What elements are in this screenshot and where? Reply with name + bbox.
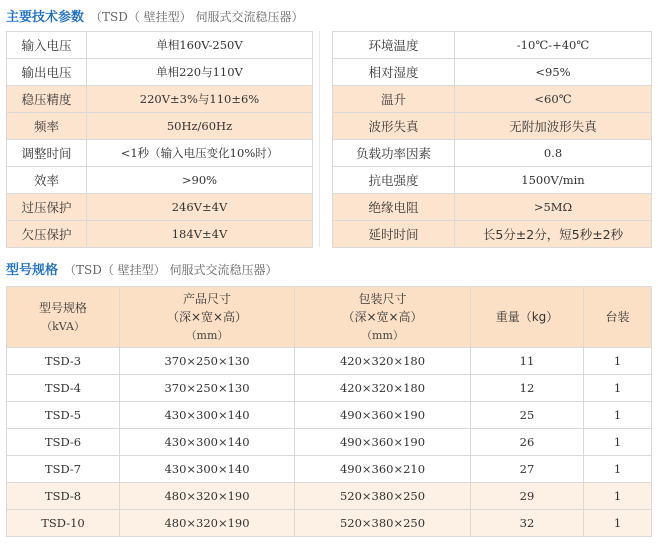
spec-cell: 11 <box>471 348 584 375</box>
spec-row <box>7 375 652 402</box>
param-value: 0.8 <box>455 140 652 167</box>
section-title-subtitle: （TSD（ 壁挂型） 伺服式交流稳压器） <box>64 263 278 277</box>
params-table-left <box>6 31 313 248</box>
param-value: 单相160V-250V <box>87 32 313 59</box>
spec-header-product-size: 产品尺寸 （深×宽×高） （mm） <box>120 287 295 348</box>
spec-cell: 26 <box>471 429 584 456</box>
param-row <box>7 221 313 248</box>
spec-cell: TSD-7 <box>7 456 120 483</box>
param-row <box>7 59 313 86</box>
section-title-model-specs <box>6 259 278 278</box>
param-row <box>333 221 652 248</box>
spec-cell: 1 <box>584 402 652 429</box>
param-value: 184V±4V <box>87 221 313 248</box>
spec-cell: 420×320×180 <box>295 375 471 402</box>
param-key: 调整时间 <box>7 140 87 167</box>
spec-row <box>7 402 652 429</box>
param-value: 50Hz/60Hz <box>87 113 313 140</box>
spec-header-package-size: 包装尺寸 （深×宽×高） （mm） <box>295 287 471 348</box>
param-key: 环境温度 <box>333 32 455 59</box>
spec-cell: 430×300×140 <box>120 456 295 483</box>
param-row <box>333 32 652 59</box>
spec-row <box>7 429 652 456</box>
param-row <box>7 113 313 140</box>
spec-cell: 25 <box>471 402 584 429</box>
spec-cell: 490×360×190 <box>295 429 471 456</box>
param-value: 220V±3%与110±6% <box>87 86 313 113</box>
spec-header-weight: 重量（kg） <box>471 287 584 348</box>
param-row <box>333 140 652 167</box>
param-value: <1秒（输入电压变化10%时） <box>87 140 313 167</box>
spec-cell: 12 <box>471 375 584 402</box>
param-value: 1500V/min <box>455 167 652 194</box>
param-key: 负载功率因素 <box>333 140 455 167</box>
param-value: 单相220与110V <box>87 59 313 86</box>
spec-cell: 420×320×180 <box>295 348 471 375</box>
spec-cell: TSD-6 <box>7 429 120 456</box>
param-key: 输出电压 <box>7 59 87 86</box>
spec-cell: 430×300×140 <box>120 429 295 456</box>
param-key: 过压保护 <box>7 194 87 221</box>
param-row <box>333 167 652 194</box>
spec-cell: 370×250×130 <box>120 348 295 375</box>
section-title-main: 型号规格 <box>6 263 59 278</box>
spec-table <box>6 286 652 537</box>
param-row <box>7 140 313 167</box>
spec-cell: TSD-3 <box>7 348 120 375</box>
param-row <box>7 194 313 221</box>
param-row <box>7 86 313 113</box>
spec-row <box>7 348 652 375</box>
section-title-tech-params <box>6 6 304 25</box>
param-key: 延时时间 <box>333 221 455 248</box>
param-key: 相对湿度 <box>333 59 455 86</box>
spec-header-row <box>7 287 652 348</box>
spec-row <box>7 510 652 537</box>
spec-cell: TSD-5 <box>7 402 120 429</box>
param-value: >5MΩ <box>455 194 652 221</box>
column-divider <box>319 31 320 247</box>
param-key: 波形失真 <box>333 113 455 140</box>
spec-cell: 1 <box>584 348 652 375</box>
spec-cell: 430×300×140 <box>120 402 295 429</box>
param-row <box>333 113 652 140</box>
spec-cell: 480×320×190 <box>120 483 295 510</box>
spec-cell: 520×380×250 <box>295 510 471 537</box>
param-row <box>333 59 652 86</box>
spec-cell: 1 <box>584 456 652 483</box>
spec-cell: 370×250×130 <box>120 375 295 402</box>
spec-cell: 32 <box>471 510 584 537</box>
spec-row <box>7 456 652 483</box>
param-key: 抗电强度 <box>333 167 455 194</box>
spec-cell: 29 <box>471 483 584 510</box>
param-value: <95% <box>455 59 652 86</box>
param-value: <60℃ <box>455 86 652 113</box>
param-value: 长5分±2分，短5秒±2秒 <box>455 221 652 248</box>
spec-cell: 1 <box>584 429 652 456</box>
param-value: 无附加波形失真 <box>455 113 652 140</box>
params-table-right <box>332 31 652 248</box>
spec-cell: TSD-8 <box>7 483 120 510</box>
param-key: 欠压保护 <box>7 221 87 248</box>
spec-cell: 490×360×210 <box>295 456 471 483</box>
spec-cell: 1 <box>584 510 652 537</box>
param-key: 效率 <box>7 167 87 194</box>
spec-cell: 520×380×250 <box>295 483 471 510</box>
section-title-subtitle: （TSD（ 壁挂型） 伺服式交流稳压器） <box>90 10 304 24</box>
param-row <box>7 167 313 194</box>
param-row <box>333 194 652 221</box>
spec-cell: TSD-4 <box>7 375 120 402</box>
param-value: >90% <box>87 167 313 194</box>
spec-cell: 490×360×190 <box>295 402 471 429</box>
param-row <box>7 32 313 59</box>
spec-cell: 1 <box>584 483 652 510</box>
spec-row <box>7 483 652 510</box>
param-key: 稳压精度 <box>7 86 87 113</box>
param-value: 246V±4V <box>87 194 313 221</box>
param-key: 绝缘电阻 <box>333 194 455 221</box>
param-key: 温升 <box>333 86 455 113</box>
spec-cell: 1 <box>584 375 652 402</box>
section-title-main: 主要技术参数 <box>6 10 85 25</box>
spec-header-model: 型号规格 （kVA） <box>7 287 120 348</box>
param-row <box>333 86 652 113</box>
spec-cell: 480×320×190 <box>120 510 295 537</box>
param-value: -10℃-+40℃ <box>455 32 652 59</box>
spec-cell: TSD-10 <box>7 510 120 537</box>
spec-header-units: 台装 <box>584 287 652 348</box>
param-key: 频率 <box>7 113 87 140</box>
param-key: 输入电压 <box>7 32 87 59</box>
spec-cell: 27 <box>471 456 584 483</box>
